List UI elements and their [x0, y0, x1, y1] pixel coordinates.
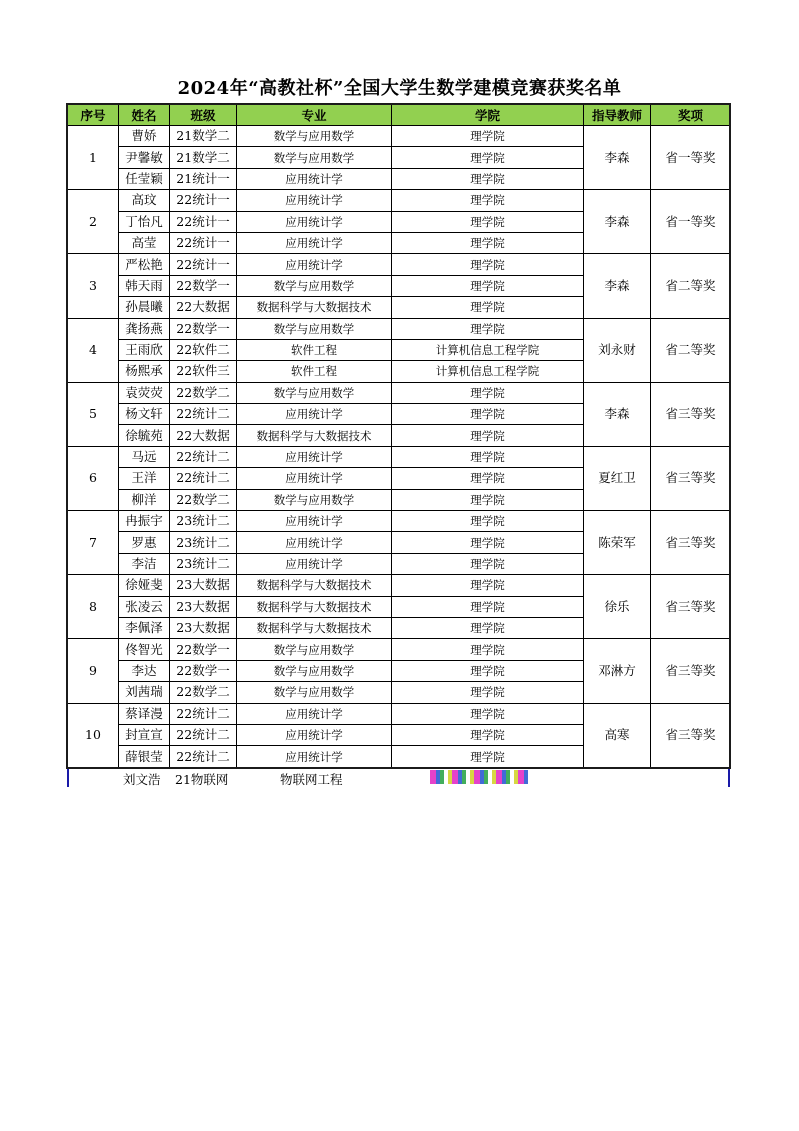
member-class-cell: 22统计一 [170, 211, 237, 232]
team-number-cell: 7 [68, 511, 119, 575]
member-college-cell: 理学院 [392, 425, 584, 446]
member-college-cell: 理学院 [392, 468, 584, 489]
member-class-cell: 22统计一 [170, 232, 237, 253]
partial-row-major: 物联网工程 [280, 772, 343, 787]
blank-page-area [0, 787, 799, 1131]
member-name-cell: 罗惠 [119, 532, 170, 553]
member-major-cell: 应用统计学 [237, 553, 392, 574]
member-name-cell: 尹馨敏 [119, 147, 170, 168]
member-major-cell: 软件工程 [237, 361, 392, 382]
advisor-cell: 陈荣军 [584, 511, 651, 575]
member-class-cell: 21统计一 [170, 168, 237, 189]
member-major-cell: 应用统计学 [237, 724, 392, 745]
member-major-cell: 数学与应用数学 [237, 275, 392, 296]
award-cell: 省三等奖 [651, 639, 731, 703]
member-class-cell: 22大数据 [170, 297, 237, 318]
member-college-cell: 计算机信息工程学院 [392, 361, 584, 382]
table-row [68, 126, 731, 147]
team-number-cell: 2 [68, 190, 119, 254]
awards-table [67, 104, 731, 768]
member-college-cell: 理学院 [392, 596, 584, 617]
member-major-cell: 应用统计学 [237, 404, 392, 425]
member-name-cell: 马远 [119, 446, 170, 467]
member-college-cell: 理学院 [392, 639, 584, 660]
member-college-cell: 理学院 [392, 553, 584, 574]
award-cell: 省二等奖 [651, 318, 731, 382]
member-name-cell: 杨熙承 [119, 361, 170, 382]
member-major-cell: 数学与应用数学 [237, 382, 392, 403]
team-number-cell: 8 [68, 575, 119, 639]
member-college-cell: 理学院 [392, 168, 584, 189]
table-row [68, 446, 731, 467]
table-row [68, 254, 731, 275]
award-cell: 省三等奖 [651, 382, 731, 446]
advisor-cell: 邓淋方 [584, 639, 651, 703]
member-name-cell: 徐娅斐 [119, 575, 170, 596]
header-row [68, 105, 731, 126]
member-college-cell: 理学院 [392, 382, 584, 403]
render-artifact [430, 770, 528, 784]
member-class-cell: 21数学二 [170, 126, 237, 147]
member-major-cell: 数学与应用数学 [237, 639, 392, 660]
member-college-cell: 理学院 [392, 532, 584, 553]
team-number-cell: 3 [68, 254, 119, 318]
member-college-cell: 理学院 [392, 275, 584, 296]
member-major-cell: 应用统计学 [237, 703, 392, 724]
member-college-cell: 理学院 [392, 232, 584, 253]
member-class-cell: 23大数据 [170, 617, 237, 638]
member-college-cell: 理学院 [392, 489, 584, 510]
team-number-cell: 4 [68, 318, 119, 382]
team-number-cell: 9 [68, 639, 119, 703]
member-major-cell: 应用统计学 [237, 446, 392, 467]
member-name-cell: 王雨欣 [119, 339, 170, 360]
member-college-cell: 理学院 [392, 318, 584, 339]
member-name-cell: 丁怡凡 [119, 211, 170, 232]
member-class-cell: 23大数据 [170, 575, 237, 596]
member-class-cell: 22数学二 [170, 682, 237, 703]
table-row [68, 190, 731, 211]
header-name: 姓名 [119, 105, 170, 126]
member-college-cell: 理学院 [392, 511, 584, 532]
member-class-cell: 22数学二 [170, 489, 237, 510]
member-college-cell: 理学院 [392, 254, 584, 275]
member-name-cell: 刘茜瑞 [119, 682, 170, 703]
header-college: 学院 [392, 105, 584, 126]
member-college-cell: 理学院 [392, 147, 584, 168]
member-name-cell: 高莹 [119, 232, 170, 253]
member-college-cell: 理学院 [392, 126, 584, 147]
table-row [68, 703, 731, 724]
member-major-cell: 应用统计学 [237, 190, 392, 211]
member-college-cell: 理学院 [392, 617, 584, 638]
member-class-cell: 23统计二 [170, 532, 237, 553]
awards-table-body [68, 126, 731, 768]
member-name-cell: 龚扬燕 [119, 318, 170, 339]
team-number-cell: 10 [68, 703, 119, 767]
team-number-cell: 5 [68, 382, 119, 446]
member-college-cell: 理学院 [392, 703, 584, 724]
member-name-cell: 李达 [119, 660, 170, 681]
member-major-cell: 应用统计学 [237, 532, 392, 553]
advisor-cell: 李森 [584, 190, 651, 254]
member-class-cell: 22软件二 [170, 339, 237, 360]
header-major: 专业 [237, 105, 392, 126]
member-class-cell: 22统计二 [170, 468, 237, 489]
member-major-cell: 应用统计学 [237, 168, 392, 189]
member-college-cell: 理学院 [392, 211, 584, 232]
member-class-cell: 23大数据 [170, 596, 237, 617]
member-class-cell: 23统计二 [170, 511, 237, 532]
member-class-cell: 22统计二 [170, 404, 237, 425]
header-class: 班级 [170, 105, 237, 126]
award-cell: 省二等奖 [651, 254, 731, 318]
member-class-cell: 22数学一 [170, 318, 237, 339]
member-class-cell: 22统计二 [170, 703, 237, 724]
member-name-cell: 袁荧荧 [119, 382, 170, 403]
member-name-cell: 杨文轩 [119, 404, 170, 425]
member-major-cell: 数据科学与大数据技术 [237, 617, 392, 638]
member-name-cell: 李佩泽 [119, 617, 170, 638]
member-name-cell: 高玟 [119, 190, 170, 211]
member-major-cell: 应用统计学 [237, 254, 392, 275]
member-class-cell: 22数学一 [170, 275, 237, 296]
table-row [68, 318, 731, 339]
advisor-cell: 高寒 [584, 703, 651, 767]
member-name-cell: 柳洋 [119, 489, 170, 510]
member-college-cell: 理学院 [392, 746, 584, 767]
member-major-cell: 应用统计学 [237, 746, 392, 767]
member-class-cell: 21数学二 [170, 147, 237, 168]
member-class-cell: 22统计二 [170, 724, 237, 745]
member-major-cell: 数据科学与大数据技术 [237, 575, 392, 596]
member-name-cell: 张凌云 [119, 596, 170, 617]
member-class-cell: 22统计一 [170, 254, 237, 275]
member-major-cell: 数学与应用数学 [237, 682, 392, 703]
header-advisor: 指导教师 [584, 105, 651, 126]
award-cell: 省一等奖 [651, 126, 731, 190]
partial-row-name: 刘文浩 [123, 772, 161, 787]
partial-table-row [67, 769, 730, 787]
award-cell: 省一等奖 [651, 190, 731, 254]
member-major-cell: 软件工程 [237, 339, 392, 360]
member-name-cell: 佟智光 [119, 639, 170, 660]
partial-row-class: 21物联网 [175, 772, 229, 787]
member-name-cell: 韩天雨 [119, 275, 170, 296]
member-college-cell: 理学院 [392, 575, 584, 596]
member-class-cell: 22数学一 [170, 639, 237, 660]
table-row [68, 511, 731, 532]
advisor-cell: 李森 [584, 382, 651, 446]
member-college-cell: 理学院 [392, 297, 584, 318]
member-college-cell: 计算机信息工程学院 [392, 339, 584, 360]
table-row [68, 575, 731, 596]
member-name-cell: 任莹颖 [119, 168, 170, 189]
table-row [68, 382, 731, 403]
member-class-cell: 23统计二 [170, 553, 237, 574]
advisor-cell: 刘永财 [584, 318, 651, 382]
advisor-cell: 夏红卫 [584, 446, 651, 510]
member-college-cell: 理学院 [392, 724, 584, 745]
award-cell: 省三等奖 [651, 446, 731, 510]
member-major-cell: 数据科学与大数据技术 [237, 596, 392, 617]
member-class-cell: 22统计一 [170, 190, 237, 211]
member-name-cell: 孙晨曦 [119, 297, 170, 318]
advisor-cell: 李森 [584, 254, 651, 318]
member-major-cell: 数据科学与大数据技术 [237, 425, 392, 446]
header-no: 序号 [68, 105, 119, 126]
member-name-cell: 李洁 [119, 553, 170, 574]
member-college-cell: 理学院 [392, 682, 584, 703]
member-major-cell: 应用统计学 [237, 211, 392, 232]
member-name-cell: 徐毓苑 [119, 425, 170, 446]
member-name-cell: 冉振宇 [119, 511, 170, 532]
member-college-cell: 理学院 [392, 404, 584, 425]
member-name-cell: 王洋 [119, 468, 170, 489]
member-major-cell: 应用统计学 [237, 232, 392, 253]
member-major-cell: 应用统计学 [237, 511, 392, 532]
member-major-cell: 数学与应用数学 [237, 147, 392, 168]
member-class-cell: 22统计二 [170, 746, 237, 767]
member-class-cell: 22软件三 [170, 361, 237, 382]
member-class-cell: 22数学一 [170, 660, 237, 681]
award-cell: 省三等奖 [651, 703, 731, 767]
table-row [68, 639, 731, 660]
member-college-cell: 理学院 [392, 446, 584, 467]
award-cell: 省三等奖 [651, 575, 731, 639]
member-major-cell: 数学与应用数学 [237, 489, 392, 510]
member-major-cell: 数学与应用数学 [237, 660, 392, 681]
member-college-cell: 理学院 [392, 190, 584, 211]
member-class-cell: 22统计二 [170, 446, 237, 467]
member-major-cell: 数学与应用数学 [237, 318, 392, 339]
award-cell: 省三等奖 [651, 511, 731, 575]
member-major-cell: 应用统计学 [237, 468, 392, 489]
page-title: 2024年“高教社杯”全国大学生数学建模竞赛获奖名单 [177, 78, 622, 99]
member-name-cell: 严松艳 [119, 254, 170, 275]
member-name-cell: 薛银莹 [119, 746, 170, 767]
member-class-cell: 22数学二 [170, 382, 237, 403]
advisor-cell: 李森 [584, 126, 651, 190]
member-college-cell: 理学院 [392, 660, 584, 681]
team-number-cell: 6 [68, 446, 119, 510]
member-major-cell: 数据科学与大数据技术 [237, 297, 392, 318]
header-award: 奖项 [651, 105, 731, 126]
member-name-cell: 蔡译漫 [119, 703, 170, 724]
team-number-cell: 1 [68, 126, 119, 190]
member-name-cell: 曹娇 [119, 126, 170, 147]
member-class-cell: 22大数据 [170, 425, 237, 446]
advisor-cell: 徐乐 [584, 575, 651, 639]
member-name-cell: 封宣宣 [119, 724, 170, 745]
member-major-cell: 数学与应用数学 [237, 126, 392, 147]
